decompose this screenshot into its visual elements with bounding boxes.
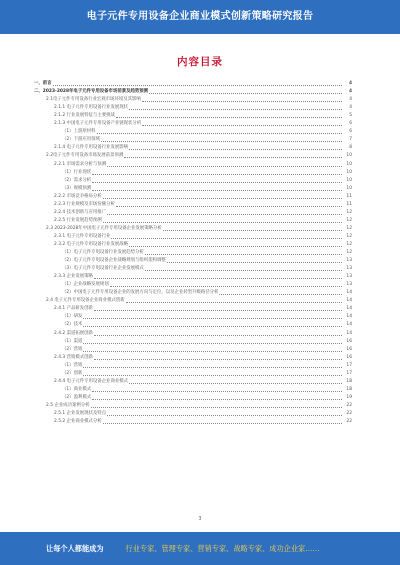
toc-entry-page: 14 xyxy=(346,330,352,336)
toc-leader-dots xyxy=(142,101,342,102)
toc-entry-label: 2.3 2023-2028年中国电子元件专用设备企业发展策略分析 xyxy=(46,225,162,231)
toc-entry-label: 2.4 电子元件专用设备企业商业模式创新 xyxy=(46,298,125,304)
toc-leader-dots xyxy=(94,359,342,360)
toc-leader-dots xyxy=(83,351,342,352)
toc-leader-dots xyxy=(97,133,342,134)
toc-entry-page: 12 xyxy=(346,217,352,223)
toc-entry-label: 2.3.3 企业发展策略 xyxy=(54,274,93,280)
toc-entry[interactable] xyxy=(34,410,352,418)
toc-leader-dots xyxy=(116,206,342,207)
toc-entry-page: 11 xyxy=(346,201,352,207)
toc-entry-page: 10 xyxy=(346,153,352,159)
toc-entry[interactable] xyxy=(34,160,352,168)
toc-leader-dots xyxy=(129,246,342,247)
toc-leader-dots xyxy=(145,254,342,255)
toc-entry-page: 14 xyxy=(346,314,352,320)
toc-leader-dots xyxy=(103,423,342,424)
toc-entry-page: 4 xyxy=(348,81,352,87)
toc-leader-dots xyxy=(219,294,342,295)
toc-entry[interactable] xyxy=(34,329,352,337)
toc-entry-label: 2.1.4 电子元件专用设备行业发展影响 xyxy=(54,145,129,151)
toc-entry[interactable] xyxy=(34,297,352,305)
toc-entry[interactable] xyxy=(34,209,352,217)
toc-entry[interactable] xyxy=(34,354,352,362)
toc-entry-label: 2.5.2 企业商业模式分析 xyxy=(54,419,102,425)
toc-entry-page: 4 xyxy=(349,97,352,103)
toc-leader-dots xyxy=(126,302,342,303)
toc-entry-page: 6 xyxy=(349,129,352,135)
toc-entry-page: 13 xyxy=(346,274,352,280)
toc-leader-dots xyxy=(129,383,342,384)
toc-entry[interactable] xyxy=(34,249,352,257)
toc-leader-dots xyxy=(129,109,342,110)
toc-leader-dots xyxy=(145,270,342,271)
toc-entry-label: 2.1电子元件专用设备行业宏观市场环境及其影响 xyxy=(46,97,141,103)
toc-entry-label: 2.2.4 技术创新与应用推广 xyxy=(54,209,107,215)
toc-entry-page: 10 xyxy=(346,177,352,183)
toc-entry-label: （1）电子元件专用设备行业发展趋势分析 xyxy=(62,250,144,256)
toc-entry-label: 2.1.3 中国电子元件专用设备产业链现状分析 xyxy=(54,121,142,127)
footer-slogan: 让每个人都能成为 xyxy=(46,543,104,553)
toc-entry-page: 8 xyxy=(349,145,352,151)
toc-leader-dots xyxy=(92,391,342,392)
toc-entry[interactable] xyxy=(34,402,352,410)
toc-entry-page: 16 xyxy=(346,338,352,344)
toc-heading: 内容目录 xyxy=(177,56,223,68)
toc-entry-page: 4 xyxy=(349,105,352,111)
toc-entry-page: 10 xyxy=(346,185,352,191)
toc-entry-label: （2）中国电子元件专用设备企业的发展方向与定位，以及企业转型升级路径分析 xyxy=(62,290,219,296)
toc-entry-label: （2）需求分析 xyxy=(62,177,92,183)
toc-leader-dots xyxy=(110,286,342,287)
toc-entry-label: 2.2.5 行业发展趋势预测 xyxy=(54,217,102,223)
toc-entry[interactable] xyxy=(34,257,352,265)
toc-entry[interactable] xyxy=(34,112,352,120)
toc-entry-page: 10 xyxy=(346,169,352,175)
toc-leader-dots xyxy=(94,278,342,279)
toc-entry-label: 2.2.3 行业规模及市场份额分析 xyxy=(54,201,115,207)
toc-entry-label: （1）渠道 xyxy=(62,338,83,344)
toc-leader-dots xyxy=(92,190,342,191)
toc-leader-dots xyxy=(91,407,342,408)
toc-leader-dots xyxy=(101,141,342,142)
toc-entry-label: 2.4.3 营销模式创新 xyxy=(54,354,93,360)
toc-leader-dots xyxy=(83,375,342,376)
toc-entry[interactable] xyxy=(34,80,352,88)
toc-entry-label: 二、2023-2028年电子元件专用设备市场前景及趋势预测 xyxy=(34,89,149,95)
toc-entry[interactable] xyxy=(34,128,352,136)
toc-entry[interactable] xyxy=(34,394,352,402)
toc-entry-page: 10 xyxy=(346,161,352,167)
toc-entry-page: 6 xyxy=(349,121,352,127)
toc-leader-dots xyxy=(111,238,342,239)
toc-entry[interactable] xyxy=(34,313,352,321)
toc-entry[interactable] xyxy=(34,185,352,193)
toc-entry-page: 22 xyxy=(346,410,352,416)
toc-leader-dots xyxy=(116,117,342,118)
toc-leader-dots xyxy=(83,318,342,319)
toc-entry-page: 18 xyxy=(346,378,352,384)
toc-entry[interactable] xyxy=(34,265,352,273)
toc-entry[interactable] xyxy=(34,338,352,346)
toc-entry-page: 5 xyxy=(349,113,352,119)
toc-entry-label: （1）营销 xyxy=(62,362,83,368)
toc-entry[interactable] xyxy=(34,346,352,354)
toc-entry-label: 2.4.2 渠道拓展创新 xyxy=(54,330,93,336)
toc-entry[interactable] xyxy=(34,370,352,378)
toc-leader-dots xyxy=(142,125,342,126)
toc-entry[interactable] xyxy=(34,217,352,225)
report-title: 电子元件专用设备企业商业模式创新策略研究报告 xyxy=(86,11,314,22)
toc-leader-dots xyxy=(129,149,342,150)
toc-entry-label: （1）研发 xyxy=(62,314,83,320)
toc-entry-label: 2.1.2 行业发展特征与主要挑战 xyxy=(54,113,115,119)
toc-leader-dots xyxy=(53,85,342,86)
toc-entry-label: （2）电子元件专用设备企业战略规划与组织架构调整 xyxy=(62,258,166,264)
toc-entry[interactable] xyxy=(34,273,352,281)
toc-entry-label: （1）上游原材料 xyxy=(62,129,96,135)
toc-leader-dots xyxy=(107,415,342,416)
toc-leader-dots xyxy=(92,182,342,183)
toc-entry-page: 18 xyxy=(346,386,352,392)
toc-leader-dots xyxy=(83,326,342,327)
toc-entry-label: 2.1.1 电子元件专用设备行业发展现状 xyxy=(54,105,129,111)
toc-entry-page: 16 xyxy=(346,354,352,360)
toc-leader-dots xyxy=(149,93,342,94)
toc-entry[interactable] xyxy=(34,321,352,329)
toc-entry-page: 12 xyxy=(346,250,352,256)
toc-entry-page: 17 xyxy=(346,370,352,376)
toc-entry-label: 一、前言 xyxy=(34,81,52,87)
toc-entry[interactable] xyxy=(34,136,352,144)
toc-entry-label: 2.2.2 市场竞争格局分析 xyxy=(54,193,102,199)
toc-entry-page: 12 xyxy=(346,241,352,247)
report-header-bar xyxy=(0,0,400,34)
toc-entry-label: （2）盈利模式 xyxy=(62,394,92,400)
toc-entry[interactable] xyxy=(34,281,352,289)
toc-entry[interactable] xyxy=(34,305,352,313)
toc-entry[interactable] xyxy=(34,120,352,128)
toc-leader-dots xyxy=(103,198,342,199)
toc-entry-page: 14 xyxy=(346,298,352,304)
toc-entry[interactable] xyxy=(34,225,352,233)
toc-entry[interactable] xyxy=(34,418,352,426)
toc-entry-page: 14 xyxy=(346,290,352,296)
toc-entry-label: 2.3.1 电子元件专用设备行业 xyxy=(54,233,111,239)
toc-entry[interactable] xyxy=(34,241,352,249)
toc-entry-page: 14 xyxy=(346,306,352,312)
toc-entry[interactable] xyxy=(34,201,352,209)
toc-entry-page: 19 xyxy=(346,394,352,400)
toc-entry-label: 2.2.1 市场需求分析与预测 xyxy=(54,161,107,167)
toc-entry-label: 2.5.1 企业发展现状及特点 xyxy=(54,410,107,416)
toc-entry[interactable] xyxy=(34,144,352,152)
toc-entry-page: 12 xyxy=(346,233,352,239)
toc-entry-label: （3）电子元件专用设备行业企业发展模式 xyxy=(62,266,144,272)
toc-leader-dots xyxy=(107,214,342,215)
toc-entry-page: 7 xyxy=(349,137,352,143)
footer-roles: 行业专家、管理专家、营销专家、战略专家、成功企业家…… xyxy=(125,543,320,553)
toc-leader-dots xyxy=(94,335,342,336)
toc-entry-page: 12 xyxy=(346,225,352,231)
toc-entry-label: （1）商业模式 xyxy=(62,386,92,392)
toc-entry[interactable] xyxy=(34,152,352,160)
toc-entry-page: 22 xyxy=(346,402,352,408)
toc-entry-page: 17 xyxy=(346,362,352,368)
toc-entry-page: 13 xyxy=(346,282,352,288)
toc-entry[interactable] xyxy=(34,104,352,112)
toc-entry[interactable] xyxy=(34,169,352,177)
toc-leader-dots xyxy=(92,399,342,400)
toc-entry-page: 16 xyxy=(346,346,352,352)
toc-entry[interactable] xyxy=(34,96,352,104)
toc-entry-label: 2.2电子元件专用设备市场发展前景预测 xyxy=(46,153,124,159)
toc-entry-page: 13 xyxy=(346,258,352,264)
toc-leader-dots xyxy=(124,157,342,158)
toc-entry-label: 2.4.1 产品研发创新 xyxy=(54,306,93,312)
toc-entry-label: 2.4.4 电子元件专用设备企业商业模式 xyxy=(54,378,129,384)
toc-entry[interactable] xyxy=(34,386,352,394)
page-number: 3 xyxy=(198,516,202,522)
footer-bar xyxy=(0,532,400,565)
toc-entry-label: （3）规模预测 xyxy=(62,185,92,191)
toc-leader-dots xyxy=(167,262,342,263)
toc-entry[interactable] xyxy=(34,177,352,185)
toc-entry[interactable] xyxy=(34,378,352,386)
toc-entry-label: （2）创新 xyxy=(62,370,83,376)
toc-entry[interactable] xyxy=(34,233,352,241)
toc-entry-label: 2.3.2 电子元件专用设备行业发展战略 xyxy=(54,241,129,247)
toc-entry-page: 14 xyxy=(346,322,352,328)
toc-entry-page: 22 xyxy=(346,419,352,425)
toc-entry[interactable] xyxy=(34,88,352,96)
toc-leader-dots xyxy=(83,367,342,368)
toc-leader-dots xyxy=(163,230,342,231)
toc-entry-label: 2.5 企业成功案例分析 xyxy=(46,402,90,408)
toc-entry-label: （1）企业战略发展规划 xyxy=(62,282,109,288)
table-of-contents xyxy=(34,80,352,426)
toc-leader-dots xyxy=(83,343,342,344)
toc-leader-dots xyxy=(94,310,342,311)
toc-entry-label: （2）技术 xyxy=(62,322,83,328)
toc-entry-page: 13 xyxy=(346,266,352,272)
toc-entry[interactable] xyxy=(34,362,352,370)
toc-entry-label: （2）营销 xyxy=(62,346,83,352)
toc-leader-dots xyxy=(107,166,342,167)
toc-entry[interactable] xyxy=(34,289,352,297)
toc-entry-page: 12 xyxy=(346,209,352,215)
toc-entry-page: 4 xyxy=(348,89,352,95)
toc-leader-dots xyxy=(92,174,342,175)
toc-entry-label: （1）行业现状 xyxy=(62,169,92,175)
toc-entry-page: 11 xyxy=(346,193,352,199)
toc-leader-dots xyxy=(103,222,342,223)
toc-entry-label: （2）下游应用领域 xyxy=(62,137,100,143)
toc-entry[interactable] xyxy=(34,193,352,201)
